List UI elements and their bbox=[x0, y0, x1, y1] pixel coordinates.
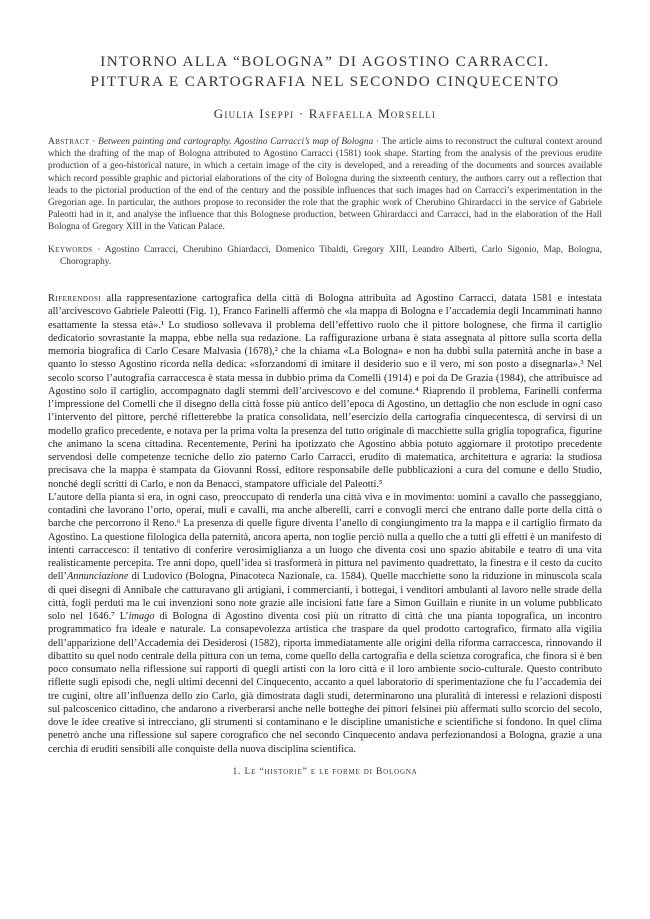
keywords-label: Keywords bbox=[48, 244, 93, 255]
abstract-subtitle: Between painting and cartography. Agostino Carracci’s map of Bologna bbox=[98, 137, 374, 147]
abstract-label: Abstract bbox=[48, 137, 90, 147]
paragraph-2-part-c: di Bologna di Agostino diventa così più un ritratto di città che una pianta topografica, un incontro programmatico fra ideale e naturale. La consapevolezza artistica che traspare da quel prodotto cartografico, firmato alla vigilia dell’apparizione dell’Accademia dei Desiderosi (1582), riporta immediatamente alle origini della riforma carraccesca, rinnovando il dibattito su quel nodo centrale della pittura con un tema, come quello della cartografia e della scienza corografica, che finora si è ben poco consumato nella riflessione sui rapporti di quegli artisti con la loro città e il loro ambiente socio-culturale. Questo contributo riflette sugli episodi che, negli ultimi decenni del Cinquecento, accanto a quel laboratorio di sperimentazione che fu l’accademia dei tre cugini, oltre all’influenza dello zio Carlo, già dimostrata dagli studi, determinarono una pluralità di interessi e relazioni disposti sul palcoscenico cittadino, che andarono a riverberarsi anche nelle botteghe dei pittori felsinei più affermati sullo scorcio del secolo, dove le idee creative si intrecciano, gli strumenti si contaminano e le discipline umanistiche e scientifiche si fondono. In quel clima penetrò anche una riflessione sul sapere corografico che nel secondo Cinquecento andava perfezionandosi a Bologna, grazie a una cerchia di eruditi sensibili alle conquiste della nuova disciplina scientifica. bbox=[48, 611, 602, 755]
article-title bbox=[48, 52, 602, 92]
abstract bbox=[48, 136, 602, 234]
lead-word: Riferendosi bbox=[48, 293, 102, 305]
paragraph-2-part-b: di Ludovico (Bologna, Pinacoteca Nazionale, ca. 1584). Quelle macchiette sono la riduzione in minuscola scala di quei disegni di Annibale che catturavano gli artigiani, i commercianti, i bottegai, i venditori ambulanti al lavoro nelle strade della città, fogli perduti ma le cui invenzioni sono note grazie alle incisioni fatte fare a Simon Guillain e riunite in un volume pubblicato solo nel 1646.⁷ L’ bbox=[48, 571, 602, 623]
paragraph-2-part-a: L’autore della pianta si era, in ogni caso, preoccupato di renderla una città viva e in movimento: uomini a cavallo che passeggiano, contadini che lavorano l’orto, operai, muli e cavalli, ma anche alberelli, carri e convogli merci che entrano dalle porte della città o barche che percorrono il Reno.⁶ La presenza di quelle figure diventa l’anello di congiungimento tra la mappa e il cartiglio firmato da Agostino. La questione filologica della paternità, ancora aperta, non toglie perciò nulla a quello che a tutti gli effetti è un manifesto di intenti carraccesco: il tentativo di conferire verosimiglianza a un luogo che diventa così uno spazio abitabile e teatro di una vita realisticamente percepita. Tre anni dopo, quell’idea si trasformerà in pittura nel pavimento quadrettato, la finestra e il cesto da cucito dell’ bbox=[48, 491, 602, 583]
italic-imago: imago bbox=[128, 611, 155, 623]
paragraph-2 bbox=[48, 491, 602, 756]
abstract-text: The article aims to reconstruct the cultural context around which the drafting of the map of Bologna attributed to Agostino Carracci (1581) took shape. Starting from the analysis of the previous erudite production of a geo-historical nature, in which a certain image of the city is developed, and a rereading of the documents and sources available which record possible graphic and pictorial elaborations of the city of Bologna during the sixteenth century, the authors carry out a reflection that leads to the pictorial production of the end of the century and the possible influences that such images had on Carracci’s experimentation in the Gregorian age. In particular, the authors propose to reconsider the role that the graphic work of Cherubino Ghirardacci in the service of Gabriele Paleotti had in it, and analyse the influence that this Bolognese production, between Ghirardacci and Carracci, had in the elaboration of the Hall Bologna of Gregory XIII in the Vatican Palace. bbox=[48, 137, 603, 233]
keywords-text: Agostino Carracci, Cherubino Ghiardacci, Domenico Tibaldi, Gregory XIII, Leandro Alberti, Carlo Sigonio, Map, Bologna, Chorography. bbox=[60, 244, 602, 267]
italic-annunciazione: Annunciazione bbox=[66, 571, 129, 583]
section-heading: 1. Le “historie” e le forme di Bologna bbox=[232, 765, 418, 777]
keywords bbox=[48, 244, 602, 268]
abstract-separator-2: · bbox=[375, 137, 382, 147]
authors: Giulia Iseppi · Raffaella Morselli bbox=[213, 106, 437, 121]
paragraph-1-text: alla rappresentazione cartografica della città di Bologna attribuita ad Agostino Carracci, datata 1581 e intestata all’arcivescovo Gabriele Paleotti (Fig. 1), Franco Farinelli affermò che «la mappa di Bologna e l’accademia degli Incamminati hanno esattamente la stessa età».¹ Lo studioso sollevava il problema dell’effettivo ruolo che il pittore bolognese, che firma il cartiglio dedicatorio sovrastante la mappa, ebbe nella sua redazione. La raffigurazione urbana è stata assegnata al pittore sulla scorta della memoria biografica di Carlo Cesare Malvasia (1678),² che la chiama «La Bologna» e non ha dubbi sulla paternità anche in base a quanto lo stesso Agostino ricorda nella dedica: «sforzandomi di imitare il desiderio suo e il vero, mi son posto a disegnarla».³ Nel secolo scorso l’autografia carraccesca è stata messa in dubbio prima da Comelli (1914) e poi da De Grazia (1984), che attribuisce ad Agostino solo il cartiglio, accompagnato dagli stemmi dell’arcivescovo e del comune.⁴ Riaprendo il problema, Farinelli conferma l’impressione del Comelli che il disegno della città fosse più antico dell’epoca di Agostino, un dettaglio che non esclude in ogni caso l’intervento del pittore, perché rifletterebbe la pratica consolidata, nell’esercizio della cartografia cinquecentesca, di servirsi di un modello grafico precedente, e notava per la prima volta la presenza del tutto originale di macchiette sulla griglia topografica, figurine che animano la scena cittadina. Recentemente, Perini ha ipotizzato che Agostino abbia potuto aggiornare il prototipo precedente servendosi delle competenze tecniche dello zio paterno Carlo Carracci, erudito di matematica, architettura e agraria: la studiosa precisava che la mappa è stampata da Giovanni Rossi, editore responsabile delle pubblicazioni a cura del comune e dello Studio, nonché degli scritti di Carlo, e non da Benacci, stampatore ufficiale del Paleotti.⁵ bbox=[48, 293, 602, 490]
abstract-separator: · bbox=[92, 137, 99, 147]
keywords-separator: · bbox=[97, 244, 105, 255]
title-line-2: PITTURA E CARTOGRAFIA NEL SECONDO CINQUECENTO bbox=[90, 73, 560, 90]
article-page bbox=[48, 52, 602, 777]
title-line-1: INTORNO ALLA “BOLOGNA” DI AGOSTINO CARRACCI. bbox=[100, 53, 550, 70]
paragraph-1 bbox=[48, 292, 602, 491]
article-body bbox=[48, 292, 602, 756]
